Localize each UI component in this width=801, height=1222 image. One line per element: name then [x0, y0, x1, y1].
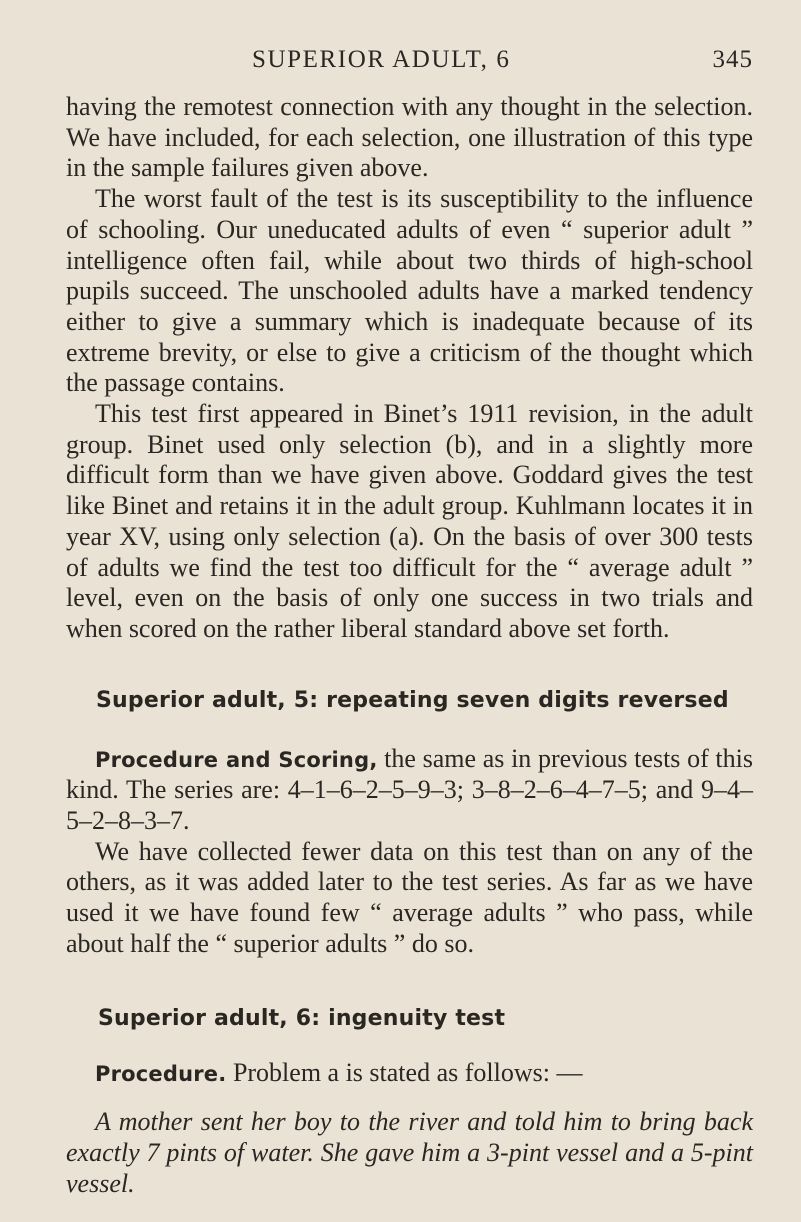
paragraph-data-collected: We have collected fewer data on this test than on any of the others, as it was added later to the test series. As far as we have used it we have found few “ average adults ” who pass, while about half the “ superior adults ” do so.	[66, 836, 753, 958]
problem-statement	[66, 1107, 753, 1199]
problem-text: A mother sent her boy to the river and told him to bring back exactly 7 pints of water. She gave him a 3-pint vessel and a 5-pint vessel.	[66, 1107, 753, 1198]
section-heading-superior-adult-6: Superior adult, 6: ingenuity test	[98, 1005, 506, 1031]
procedure-text: the same as in previous tests of this kind. The series are: 4–1–6–2–5–9–3; 3–8–2–6–4–7–5; and 9–4–5–2–8–3–7.	[66, 743, 753, 836]
paragraph-history: This test first appeared in Binet’s 1911 revision, in the adult group. Binet used only selection (b), and in a slightly more difficult form than we have given above. Goddard gives the test like Binet and retains it in the adult group. Kuhlmann locates it in year XV, using only selection (a). On the basis of over 300 tests of adults we find the test too difficult for the “ average adult ” level, even on the basis of only one success in two trials and when scored on the rather liberal standard above set forth.	[66, 399, 753, 643]
paragraph-worst-fault: The worst fault of the test is its susceptibility to the influence of schooling. Our uneducated adults of even “ superior adult ” intelligence often fail, while about two thirds of high-school pupils succeed. The unschooled adults have a marked tendency either to give a summary which is inadequate because of its extreme brevity, or else to give a criticism of the thought which the passage contains.	[66, 184, 753, 398]
running-title: SUPERIOR ADULT, 6	[252, 46, 511, 73]
section-heading-superior-adult-5: Superior adult, 5: repeating seven digits reversed	[96, 687, 729, 713]
running-head	[66, 46, 753, 82]
procedure-label: Procedure and Scoring,	[95, 747, 378, 772]
procedure-text-6: Problem a is stated as follows: —	[226, 1057, 583, 1087]
paragraph-continuation: having the remotest connection with any thought in the selection. We have included, for each selection, one illustration of this type in the sample failures given above.	[66, 92, 753, 183]
paragraph-procedure	[66, 1058, 753, 1090]
page-number: 345	[712, 46, 753, 73]
body-text	[66, 92, 753, 1199]
procedure-label-6: Procedure.	[95, 1061, 227, 1086]
paragraph-procedure-scoring	[66, 744, 753, 837]
